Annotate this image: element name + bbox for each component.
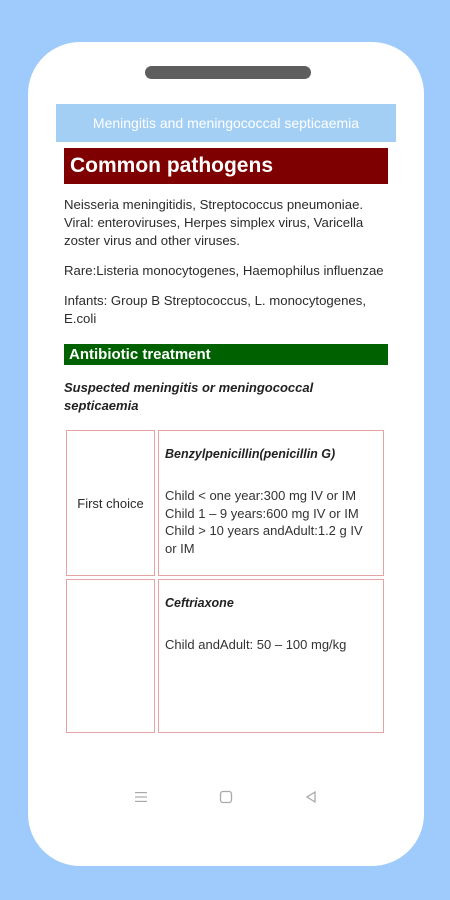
dose-line: Child < one year:300 mg IV or IM xyxy=(165,488,357,503)
choice-label: First choice xyxy=(77,495,144,511)
menu-icon[interactable] xyxy=(126,790,156,806)
choice-label-cell xyxy=(66,579,155,733)
speaker-grille xyxy=(145,66,311,79)
table-row xyxy=(66,579,384,733)
system-navigation-bar xyxy=(28,772,424,824)
treatment-subtitle: Suspected meningitis or meningococcal septicaemia xyxy=(64,380,314,413)
drug-cell xyxy=(158,430,384,576)
drug-cell xyxy=(158,579,384,733)
table-row xyxy=(66,430,384,576)
drug-name: Ceftriaxone xyxy=(165,596,234,610)
app-screen xyxy=(56,104,396,772)
app-title-bar xyxy=(56,104,396,142)
dose-line: Child andAdult: 50 – 100 mg/kg xyxy=(165,637,347,652)
treatment-table xyxy=(63,427,387,736)
app-title: Meningitis and meningococcal septicaemia xyxy=(92,115,360,131)
choice-label-cell xyxy=(66,430,155,576)
article-content xyxy=(56,142,396,736)
section-heading-common-pathogens: Common pathogens xyxy=(64,148,388,184)
triangle-back-icon[interactable] xyxy=(296,790,326,807)
phone-frame xyxy=(28,42,424,866)
drug-name: Benzylpenicillin(penicillin G) xyxy=(165,447,336,461)
section-heading-antibiotic-treatment: Antibiotic treatment xyxy=(64,344,388,365)
rare-pathogens-paragraph: Rare:Listeria monocytogenes, Haemophilus influenzae xyxy=(64,263,384,278)
dose-line: Child 1 – 9 years:600 mg IV or IM xyxy=(165,505,359,521)
dose-line: Child > 10 years andAdult:1.2 g IV or IM xyxy=(165,523,363,556)
pathogens-paragraph: Neisseria meningitidis, Streptococcus pneumoniae. Viral: enteroviruses, Herpes simplex virus, Varicella zoster virus and other viruses. xyxy=(64,197,364,248)
infant-pathogens-paragraph: Infants: Group B Streptococcus, L. monocytogenes, E.coli xyxy=(64,293,367,326)
square-home-icon[interactable] xyxy=(211,790,241,807)
